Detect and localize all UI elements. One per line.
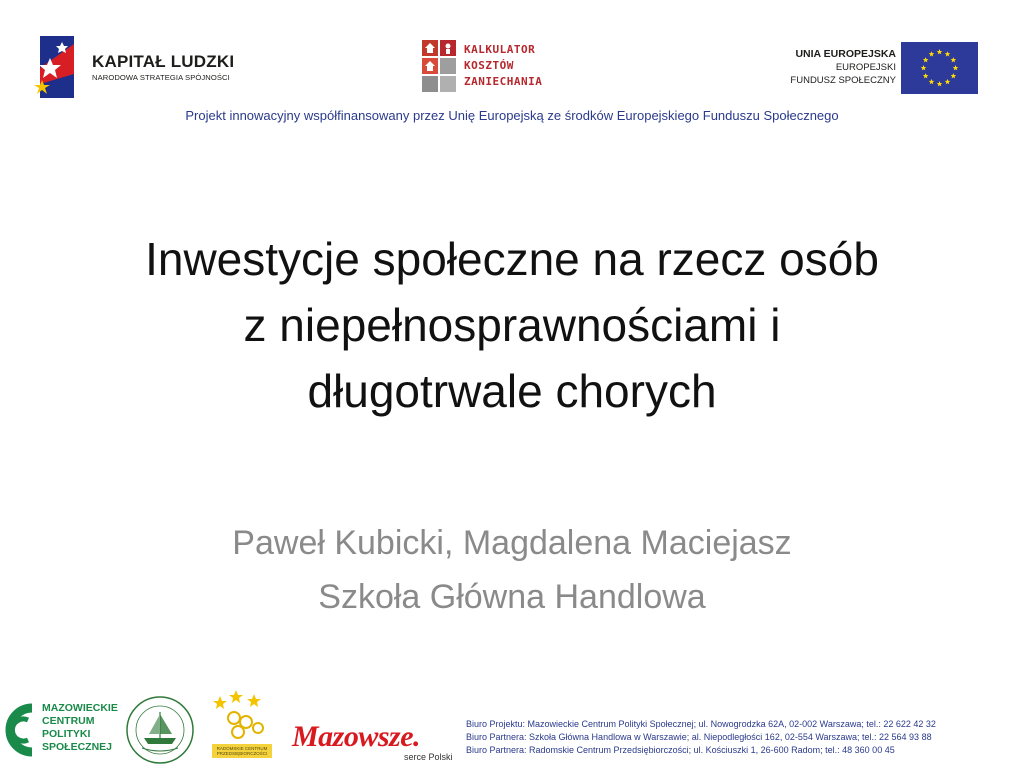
kalkulator-logo bbox=[420, 38, 560, 100]
mcps-text bbox=[42, 702, 118, 754]
mcps-line: MAZOWIECKIE bbox=[42, 702, 118, 714]
mcps-mark-icon bbox=[2, 702, 42, 758]
unia-europejska-text bbox=[790, 48, 896, 86]
rcp-label: RADOMSKIE CENTRUM PRZEDSIĘBIORCZOŚCI bbox=[212, 744, 272, 758]
slide-title-line: Inwestycje społeczne na rzecz osób bbox=[145, 233, 879, 285]
unia-europejska-logo bbox=[782, 42, 982, 96]
kalkulator-line: KOSZTÓW bbox=[464, 59, 514, 72]
footer-info-line: Biuro Partnera: Radomskie Centrum Przedsiębiorczości; ul. Kościuszki 1, 26-600 Radom; tel.: 48 360 00 45 bbox=[466, 745, 895, 755]
sgh-seal-icon bbox=[124, 694, 196, 766]
mcps-line: CENTRUM bbox=[42, 715, 95, 727]
slide-title-line: z niepełnosprawnościami i bbox=[243, 299, 781, 351]
rcp-logo bbox=[206, 688, 278, 766]
ue-line-1: EUROPEJSKI bbox=[835, 62, 896, 73]
kapital-ludzki-title: KAPITAŁ LUDZKI bbox=[92, 52, 235, 71]
footer-info-line: Biuro Projektu: Mazowieckie Centrum Polityki Społecznej; ul. Nowogrodzka 62A, 02-002 Warszawa; tel.: 22 622 42 32 bbox=[466, 719, 936, 729]
mcps-line: SPOŁECZNEJ bbox=[42, 741, 113, 753]
authors-line: Paweł Kubicki, Magdalena Maciejasz bbox=[232, 524, 792, 562]
kapital-ludzki-logo bbox=[34, 34, 254, 100]
ue-title: UNIA EUROPEJSKA bbox=[795, 48, 896, 60]
project-cofinancing-line: Projekt innowacyjny współfinansowany przez Unię Europejską ze środków Europejskiego Funduszu Społecznego bbox=[185, 108, 839, 123]
slide-title-line: długotrwale chorych bbox=[307, 365, 717, 417]
kalkulator-text bbox=[464, 42, 542, 90]
kalkulator-line: ZANIECHANIA bbox=[464, 75, 543, 88]
mazowsze-logo bbox=[292, 720, 464, 766]
rcp-stars-icon bbox=[206, 688, 278, 746]
affiliation-line: Szkoła Główna Handlowa bbox=[318, 578, 706, 616]
kalkulator-line: KALKULATOR bbox=[464, 43, 536, 56]
mcps-line: POLITYKI bbox=[42, 728, 91, 740]
mazowsze-wordmark: Mazowsze. bbox=[292, 720, 421, 753]
kapital-ludzki-text bbox=[92, 52, 234, 82]
slide-authors bbox=[60, 516, 964, 624]
mazowsze-subtitle: serce Polski bbox=[404, 752, 453, 762]
mcps-logo bbox=[2, 692, 124, 762]
footer-info-line: Biuro Partnera: Szkoła Główna Handlowa w Warszawie; al. Niepodległości 162, 02-554 Warszawa; tel.: 22 564 93 88 bbox=[466, 732, 932, 742]
ue-line-2: FUNDUSZ SPOŁECZNY bbox=[790, 75, 896, 86]
kalkulator-houses-icon bbox=[420, 38, 460, 96]
kapital-ludzki-flag-icon bbox=[34, 34, 80, 100]
eu-flag-icon bbox=[901, 42, 978, 94]
footer-contact-info bbox=[466, 718, 936, 757]
kapital-ludzki-subtitle: NARODOWA STRATEGIA SPÓJNOŚCI bbox=[92, 73, 230, 82]
slide-title bbox=[60, 226, 964, 424]
